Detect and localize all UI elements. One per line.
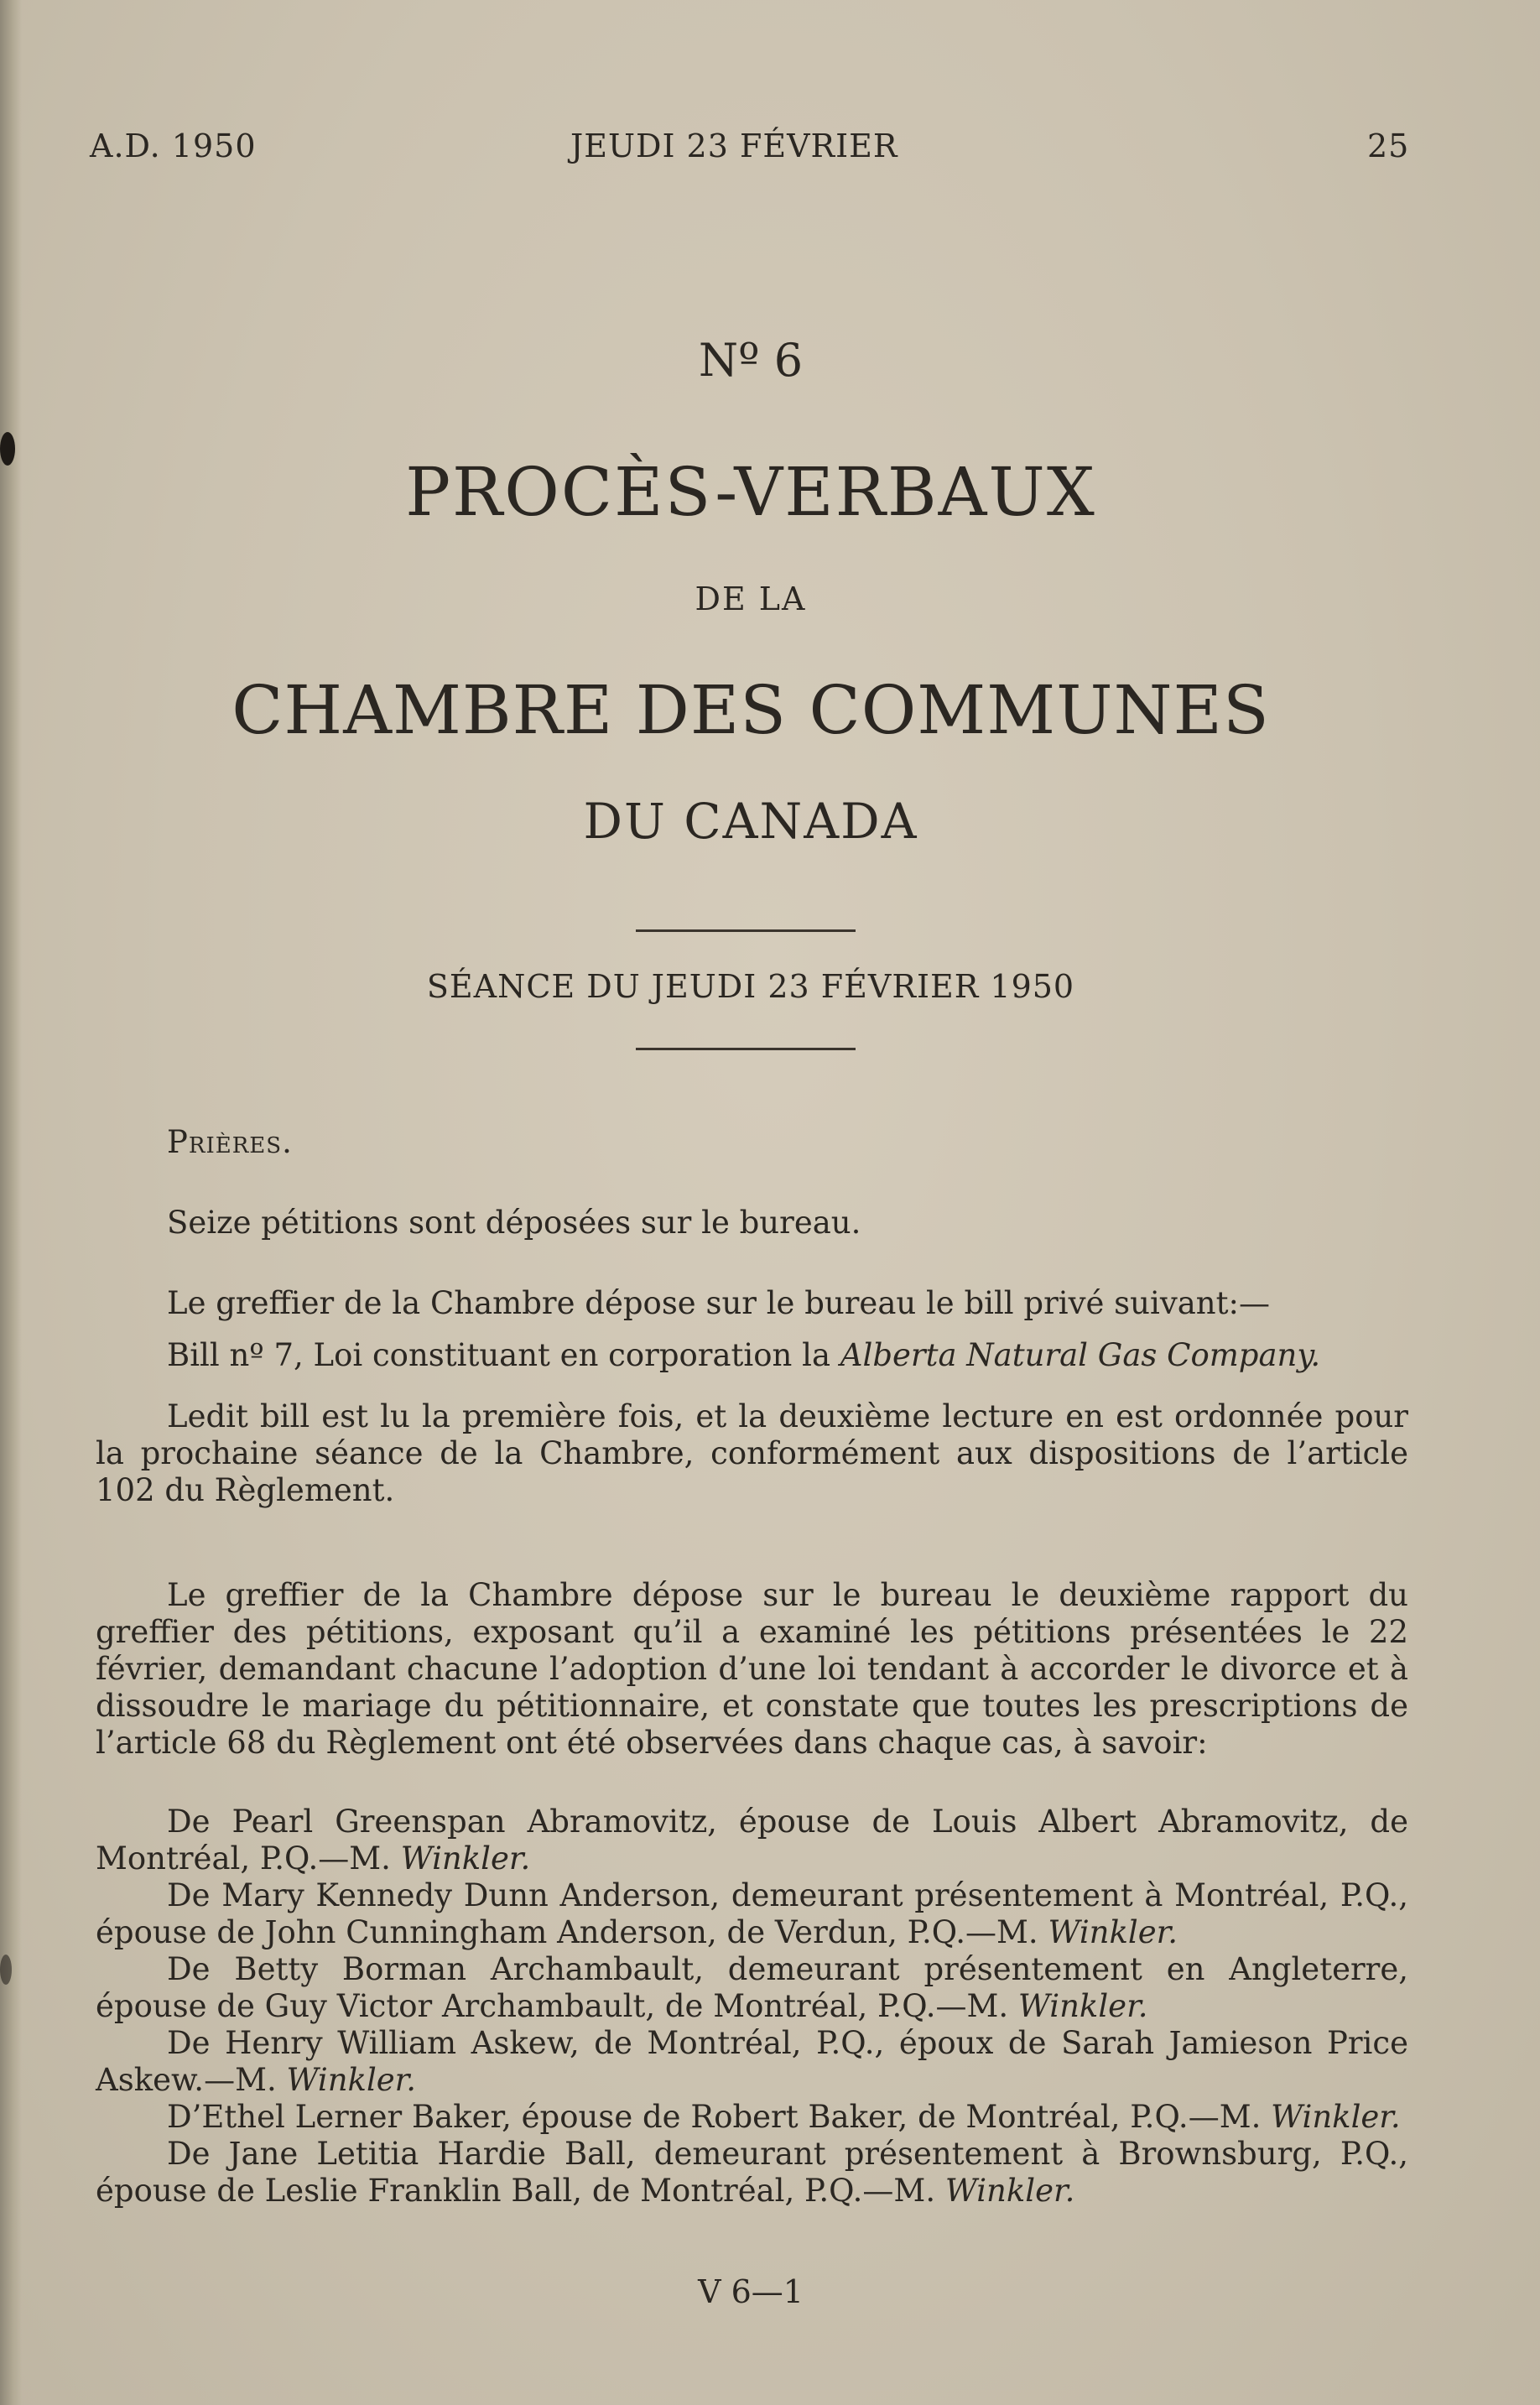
sponsor-name: Winkler. xyxy=(944,2173,1075,2209)
header-date: JEUDI 23 FÉVRIER xyxy=(570,128,898,164)
petition-entry: De Mary Kennedy Dunn Anderson, demeurant présentement à Montréal, P.Q., épouse de John Cunningham Anderson, de Verdun, P.Q.—M. Winkler. xyxy=(96,1877,1408,1950)
paragraph-prayers xyxy=(167,1124,1480,1161)
bill-prefix: Bill nº 7, Loi constituant en corporation la xyxy=(167,1337,840,1373)
signature-mark: V 6—1 xyxy=(698,2273,804,2310)
sponsor-name: Winkler. xyxy=(1271,2099,1401,2135)
sponsor-name: Winkler. xyxy=(1017,1988,1148,2024)
header-year: A.D. 1950 xyxy=(90,128,257,164)
title-chambre: CHAMBRE DES COMMUNES xyxy=(232,671,1270,749)
divider-rule-bottom xyxy=(636,1048,856,1050)
sponsor-name: Winkler. xyxy=(286,2062,417,2098)
paragraph-clerk-bill: Le greffier de la Chambre dépose sur le bureau le bill privé suivant:— xyxy=(167,1285,1270,1321)
binding-hole xyxy=(0,1955,12,1985)
title-proces-verbaux: PROCÈS-VERBAUX xyxy=(405,453,1096,531)
bill-company-name: Alberta Natural Gas Company. xyxy=(840,1337,1321,1373)
paragraph-petitions: Seize pétitions sont déposées sur le bureau. xyxy=(167,1205,861,1241)
petition-entry: De Henry William Askew, de Montréal, P.Q., époux de Sarah Jamieson Price Askew.—M. Winkler. xyxy=(96,2025,1408,2098)
title-du-canada: DU CANADA xyxy=(583,793,918,850)
paragraph-bill-read: Ledit bill est lu la première fois, et la deuxième lecture en est ordonnée pour la prochaine séance de la Chambre, conformément aux dispositions de l’article 102 du Règlement. xyxy=(96,1398,1408,1508)
divider-rule-top xyxy=(636,929,856,932)
petition-entry: De Betty Borman Archambault, demeurant présentement en Angleterre, épouse de Guy Victor Archambault, de Montréal, P.Q.—M. Winkler. xyxy=(96,1951,1408,2024)
petition-entry: De Jane Letitia Hardie Ball, demeurant présentement à Brownsburg, P.Q., épouse de Leslie Franklin Ball, de Montréal, P.Q.—M. Winkler. xyxy=(96,2136,1408,2209)
petition-entry: De Pearl Greenspan Abramovitz, épouse de Louis Albert Abramovitz, de Montréal, P.Q.—M. Winkler. xyxy=(96,1804,1408,1877)
paragraph-bill-title xyxy=(167,1337,1408,1374)
sitting-heading: SÉANCE DU JEUDI 23 FÉVRIER 1950 xyxy=(426,968,1075,1005)
title-de-la: DE LA xyxy=(695,580,807,617)
paragraph-clerk-report: Le greffier de la Chambre dépose sur le bureau le deuxième rapport du greffier des pétitions, exposant qu’il a examiné les pétitions présentées le 22 février, demandant chacune l’adoption d’une loi tendant à accorder le divorce et à dissoudre le mariage du pétitionnaire, et constate que toutes les prescriptions de l’article 68 du Règlement ont été observées dans chaque cas, à savoir: xyxy=(96,1577,1408,1761)
page-number: 25 xyxy=(1367,128,1410,164)
issue-number: Nº 6 xyxy=(698,334,804,387)
petitions-list xyxy=(96,1804,1408,2210)
prayers-text: Prières. xyxy=(167,1124,293,1160)
sponsor-name: Winkler. xyxy=(1048,1914,1178,1950)
sponsor-name: Winkler. xyxy=(400,1840,531,1877)
petition-entry: D’Ethel Lerner Baker, épouse de Robert Baker, de Montréal, P.Q.—M. Winkler. xyxy=(167,2099,1401,2135)
